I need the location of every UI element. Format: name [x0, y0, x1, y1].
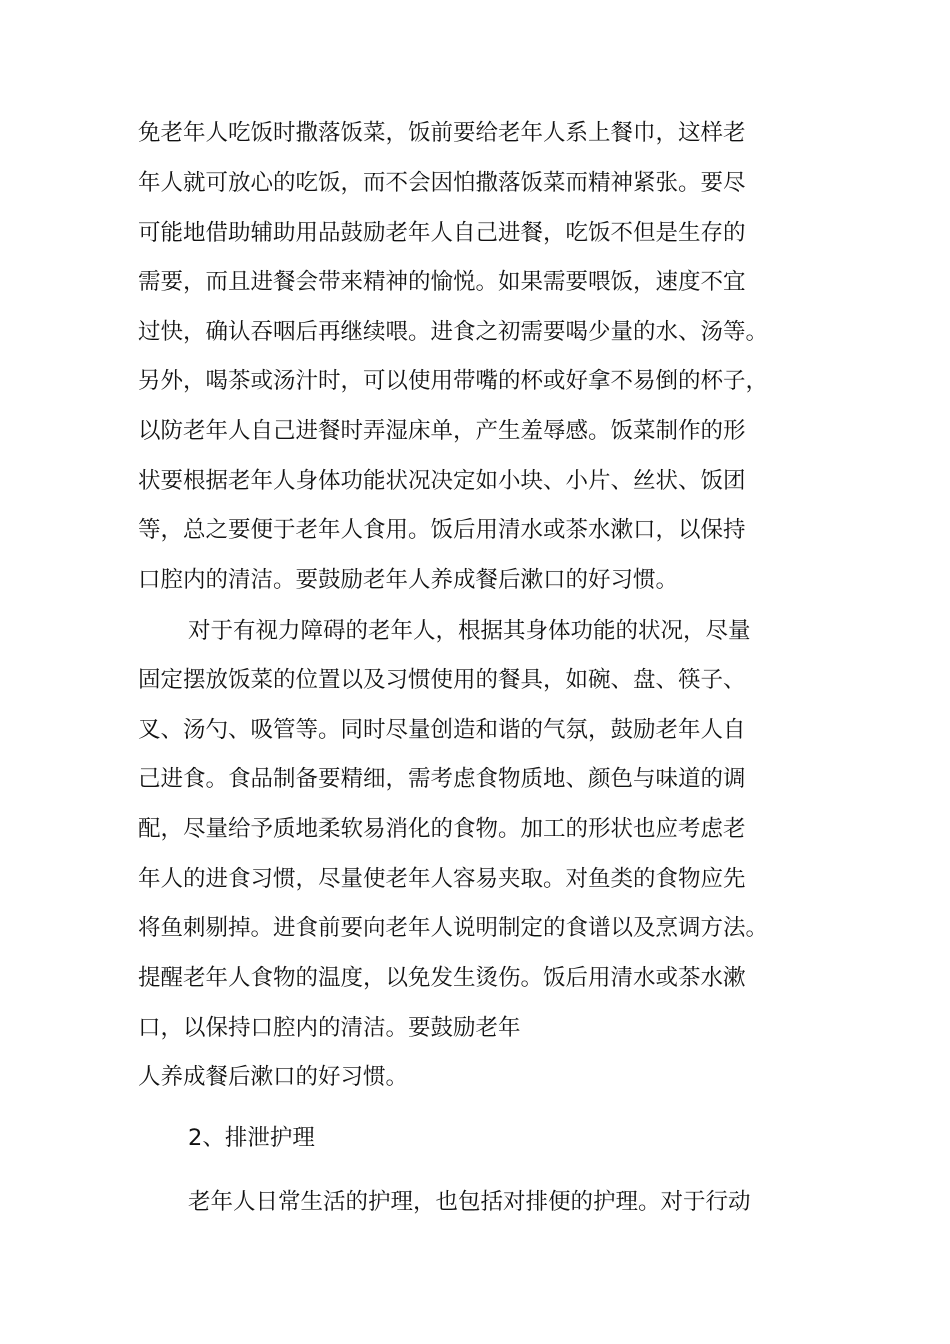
text-line: 人养成餐后漱口的好习惯。: [138, 1064, 409, 1090]
text-line: 年人就可放心的吃饭，而不会因怕撒落饭菜而精神紧张。要尽: [138, 170, 746, 196]
text-line: 可能地借助辅助用品鼓励老年人自己进餐，吃饭不但是生存的: [138, 220, 746, 246]
text-line: 己进食。食品制备要精细，需考虑食物质地、颜色与味道的调: [138, 766, 746, 792]
text-line: 以防老年人自己进餐时弄湿床单，产生羞辱感。饭菜制作的形: [138, 418, 746, 444]
text-line: 对于有视力障碍的老年人，根据其身体功能的状况，尽量: [188, 618, 751, 644]
text-line: 提醒老年人食物的温度，以免发生烫伤。饭后用清水或茶水漱: [138, 965, 746, 991]
text-line: 年人的进食习惯，尽量使老年人容易夹取。对鱼类的食物应先: [138, 866, 746, 892]
text-line: 口，以保持口腔内的清洁。要鼓励老年: [138, 1015, 521, 1041]
text-line: 老年人日常生活的护理，也包括对排便的护理。对于行动: [188, 1189, 751, 1215]
section-heading: 2、排泄护理: [188, 1125, 315, 1151]
text-line: 过快，确认吞咽后再继续喂。进食之初需要喝少量的水、汤等。: [138, 319, 769, 345]
text-line: 免老年人吃饭时撒落饭菜，饭前要给老年人系上餐巾，这样老: [138, 120, 746, 146]
text-line: 固定摆放饭菜的位置以及习惯使用的餐具，如碗、盘、筷子、: [138, 667, 746, 693]
text-line: 叉、汤勺、吸管等。同时尽量创造和谐的气氛，鼓励老年人自: [138, 717, 746, 743]
text-line: 需要，而且进餐会带来精神的愉悦。如果需要喂饭，速度不宜: [138, 269, 746, 295]
text-line: 配，尽量给予质地柔软易消化的食物。加工的形状也应考虑老: [138, 816, 746, 842]
text-line: 等，总之要便于老年人食用。饭后用清水或茶水漱口，以保持: [138, 517, 746, 543]
text-line: 口腔内的清洁。要鼓励老年人养成餐后漱口的好习惯。: [138, 567, 679, 593]
text-line: 将鱼刺剔掉。进食前要向老年人说明制定的食谱以及烹调方法。: [138, 915, 769, 941]
text-line: 状要根据老年人身体功能状况决定如小块、小片、丝状、饭团: [138, 468, 746, 494]
text-line: 另外，喝茶或汤汁时，可以使用带嘴的杯或好拿不易倒的杯子，: [138, 368, 769, 394]
